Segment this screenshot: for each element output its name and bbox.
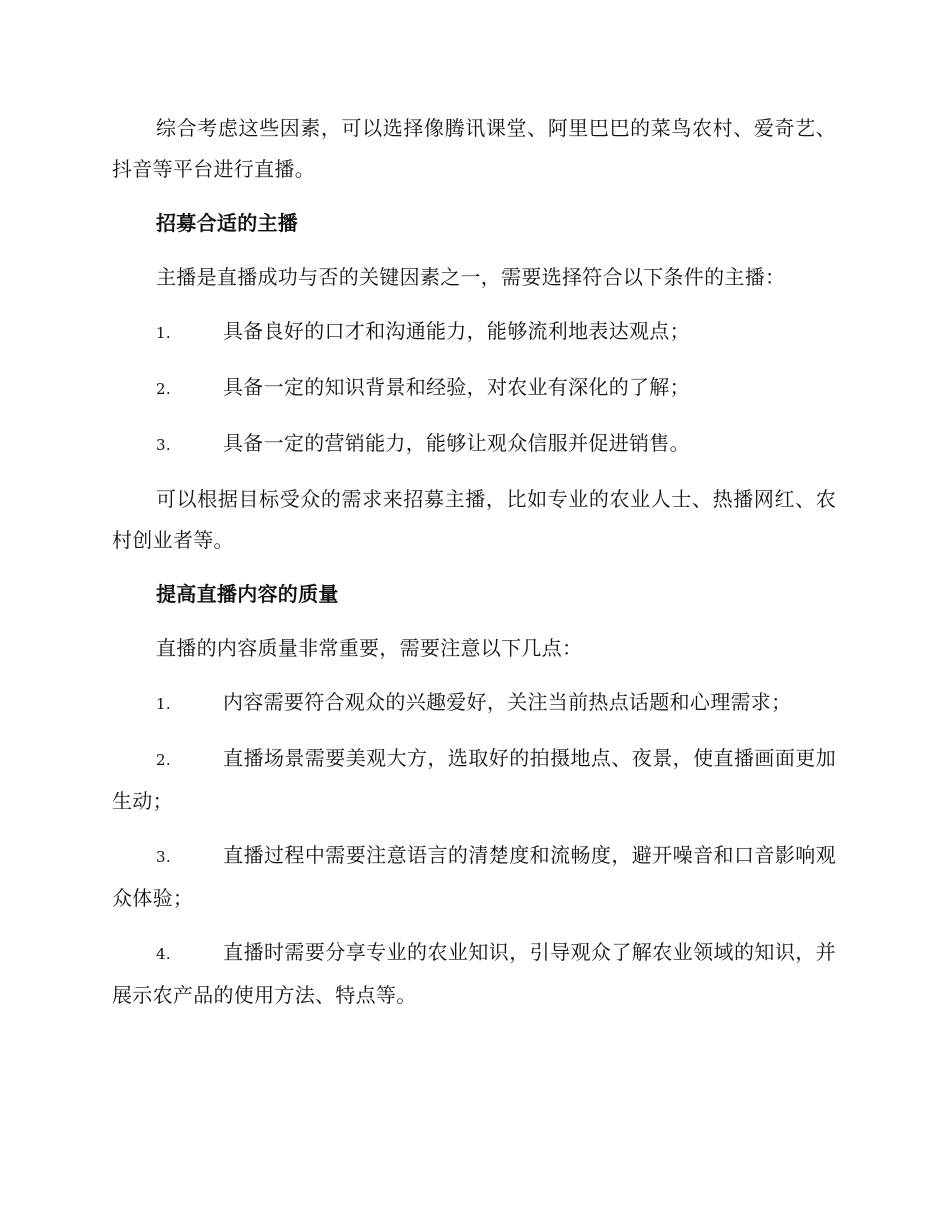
list-item <box>112 932 836 1016</box>
list-item <box>112 311 836 354</box>
list-text: 直播过程中需要注意语言的清楚度和流畅度，避开噪音和口音影响观众体验； <box>112 843 836 910</box>
list-number: 1. <box>156 695 171 713</box>
list-item <box>112 367 836 410</box>
paragraph-intro: 综合考虑这些因素，可以选择像腾讯课堂、阿里巴巴的菜鸟农村、爱奇艺、抖音等平台进行直播。 <box>112 116 836 181</box>
paragraph-host-outro: 可以根据目标受众的需求来招募主播，比如专业的农业人士、热播网红、农村创业者等。 <box>112 487 836 552</box>
list-text: 直播场景需要美观大方，选取好的拍摄地点、夜景，使直播画面更加生动； <box>112 746 836 813</box>
list-number: 2. <box>156 380 171 398</box>
list-number: 4. <box>156 945 171 963</box>
list-item <box>112 423 836 466</box>
list-text: 具备良好的口才和沟通能力，能够流利地表达观点； <box>223 319 690 343</box>
list-text: 直播时需要分享专业的农业知识，引导观众了解农业领域的知识，并展示农产品的使用方法、特点等。 <box>112 940 836 1007</box>
list-text: 具备一定的营销能力，能够让观众信服并促进销售。 <box>223 431 690 455</box>
section-heading-recruit-host: 招募合适的主播 <box>156 211 299 235</box>
list-number: 2. <box>156 751 171 769</box>
list-text: 内容需要符合观众的兴趣爱好，关注当前热点话题和心理需求； <box>223 690 792 714</box>
list-item <box>112 738 836 822</box>
list-item <box>112 835 836 919</box>
paragraph-host-intro: 主播是直播成功与否的关键因素之一，需要选择符合以下条件的主播： <box>156 265 786 289</box>
list-item <box>112 682 836 725</box>
list-number: 3. <box>156 848 171 866</box>
paragraph-quality-intro: 直播的内容质量非常重要，需要注意以下几点： <box>156 636 583 660</box>
list-number: 3. <box>156 436 171 454</box>
section-heading-content-quality: 提高直播内容的质量 <box>156 582 339 606</box>
list-number: 1. <box>156 324 171 342</box>
document-page <box>112 108 836 1029</box>
list-text: 具备一定的知识背景和经验，对农业有深化的了解； <box>223 375 690 399</box>
